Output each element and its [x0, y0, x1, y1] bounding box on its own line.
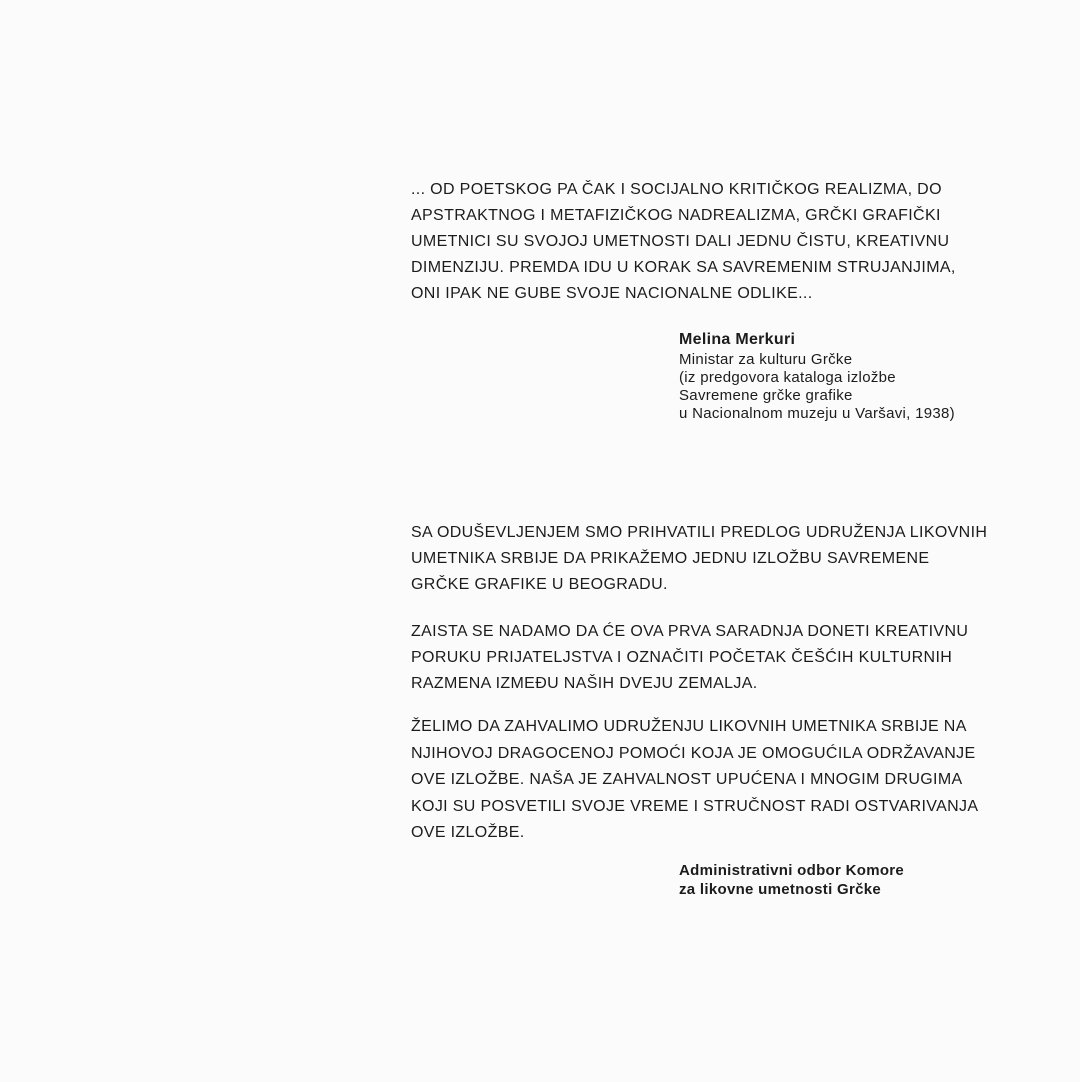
quote-line: ... OD POETSKOG PA ČAK I SOCIJALNO KRITIČKOG REALIZMA, DO — [411, 181, 942, 198]
closing-signature — [679, 861, 1059, 899]
quote-line: APSTRAKTNOG I METAFIZIČKOG NADREALIZMA, GRČKI GRAFIČKI — [411, 207, 941, 224]
source-line: (iz predgovora kataloga izložbe — [679, 369, 896, 386]
signature-line: Administrativni odbor Komore — [679, 862, 905, 879]
paragraph-hope — [411, 619, 1011, 697]
paragraph-line: ZAISTA SE NADAMO DA ĆE OVA PRVA SARADNJA DONETI KREATIVNU — [411, 623, 969, 640]
quote-attribution — [679, 329, 1059, 423]
paragraph-line: SA ODUŠEVLJENJEM SMO PRIHVATILI PREDLOG UDRUŽENJA LIKOVNIH — [411, 524, 988, 541]
paragraph-line: PORUKU PRIJATELJSTVA I OZNAČITI POČETAK ČEŠĆIH KULTURNIH — [411, 649, 953, 666]
paragraph-line: OVE IZLOŽBE. — [411, 824, 525, 841]
quote-line: DIMENZIJU. PREMDA IDU U KORAK SA SAVREMENIM STRUJANJIMA, — [411, 259, 956, 276]
source-line: Savremene grčke grafike — [679, 387, 853, 404]
author-title: Ministar za kulturu Grčke — [679, 351, 853, 368]
paragraph-line: GRČKE GRAFIKE U BEOGRADU. — [411, 576, 668, 593]
quote-line: UMETNICI SU SVOJOJ UMETNOSTI DALI JEDNU ČISTU, KREATIVNU — [411, 233, 950, 250]
paragraph-line: ŽELIMO DA ZAHVALIMO UDRUŽENJU LIKOVNIH UMETNIKA SRBIJE NA — [411, 718, 967, 735]
paragraph-line: OVE IZLOŽBE. NAŠA JE ZAHVALNOST UPUĆENA I MNOGIM DRUGIMA — [411, 771, 963, 788]
paragraph-line: NJIHOVOJ DRAGOCENOJ POMOĆI KOJA JE OMOGUĆILA ODRŽAVANJE — [411, 744, 976, 762]
paragraph-line: KOJI SU POSVETILI SVOJE VREME I STRUČNOST RADI OSTVARIVANJA — [411, 797, 979, 815]
author-name: Melina Merkuri — [679, 331, 796, 348]
paragraph-line: RAZMENA IZMEĐU NAŠIH DVEJU ZEMALJA. — [411, 675, 758, 692]
signature-line: za likovne umetnosti Grčke — [679, 881, 882, 898]
opening-quote — [411, 177, 1011, 307]
paragraph-acceptance — [411, 520, 1011, 598]
quote-line: ONI IPAK NE GUBE SVOJE NACIONALNE ODLIKE... — [411, 285, 813, 302]
paragraph-line: UMETNIKA SRBIJE DA PRIKAŽEMO JEDNU IZLOŽBU SAVREMENE — [411, 550, 930, 567]
paragraph-thanks — [411, 714, 1011, 847]
source-line: u Nacionalnom muzeju u Varšavi, 1938) — [679, 405, 955, 422]
